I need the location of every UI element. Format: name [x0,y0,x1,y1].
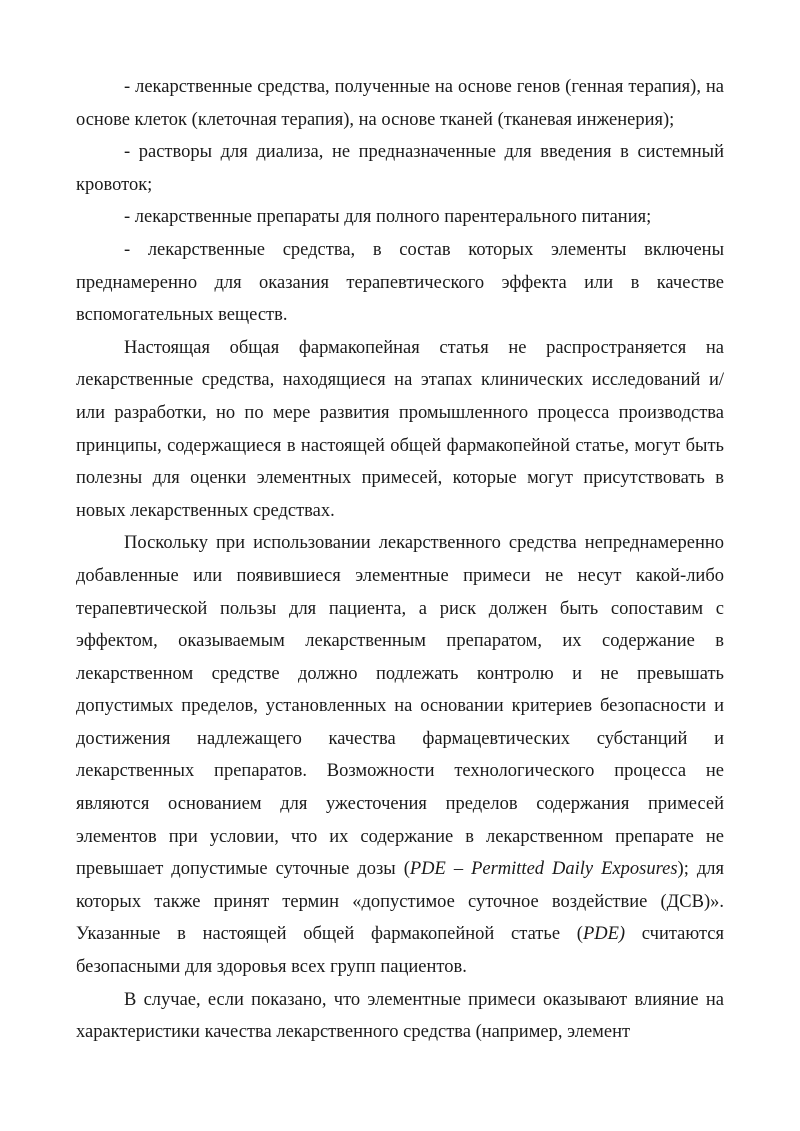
paragraph-quality-impact: В случае, если показано, что элементные примеси оказывают влияние на характеристики качества лекарственного средства (например, элемент [76,989,724,1043]
list-item-dialysis-solutions: - растворы для диализа, не предназначенные для введения в системный кровоток; [76,142,724,195]
list-item-gene-therapy: - лекарственные средства, полученные на основе генов (генная терапия), на основе клеток (клеточная терапия), на основе тканей (тканевая инженерия); [76,77,724,130]
paragraph-pde-limits [76,527,724,983]
list-item-parenteral-nutrition: - лекарственные препараты для полного парентерального питания; [124,207,652,228]
pde-text-part-3: считаются безопасными для здоровья всех групп пациентов. [76,924,724,978]
pde-text-part-1: Поскольку при использовании лекарственного средства непреднамеренно добавленные или появившиеся элементные примеси не несут какой-либо терапевтической пользы для пациента, а риск должен быть сопоставим с эффектом, оказываемым лекарственным препаратом, их содержание в лекарственном средстве должно подлежать контролю и не превышать допустимых пределов, установленных на основании критериев безопасности и достижения надлежащего качества фармацевтических субстанций и лекарственных препаратов. Возможности технологического процесса не являются основанием для ужесточения пределов содержания примесей элементов при условии, что их содержание в лекарственном препарате не превышает допустимые суточные дозы ( [76,533,724,880]
paragraph-scope-exclusion: Настоящая общая фармакопейная статья не распространяется на лекарственные средства, находящиеся на этапах клинических исследований и/или разработки, но по мере развития промышленного процесса производства принципы, содержащиеся в настоящей общей фармакопейной статье, могут быть полезны для оценки элементных примесей, которые могут присутствовать в новых лекарственных средствах. [76,337,724,521]
pde-abbrev-italic: PDE) [582,924,626,945]
pde-text-part-2: ); для которых также принят термин «допустимое суточное воздействие (ДСВ)». Указанные в настоящей общей фармакопейной статье ( [76,859,724,945]
document-body [76,71,724,1049]
pde-term-italic: PDE – Permitted Daily Exposures [409,859,678,880]
list-item-intentional-elements: - лекарственные средства, в состав которых элементы включены преднамеренно для оказания терапевтического эффекта или в качестве вспомогательных веществ. [76,239,724,326]
